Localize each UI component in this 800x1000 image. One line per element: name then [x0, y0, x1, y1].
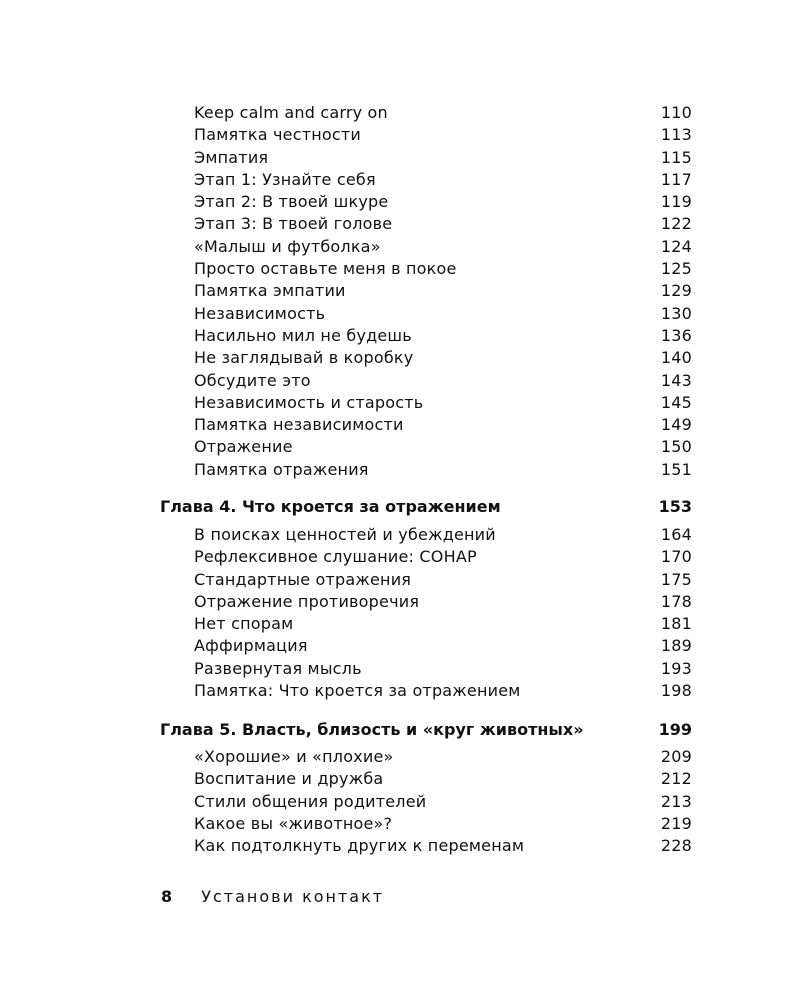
entry-title: Развернутая мысль	[194, 658, 362, 678]
entry-title: Памятка: Что кроется за отражением	[194, 681, 521, 701]
entry-title: Независимость	[194, 303, 326, 323]
toc-entry	[194, 213, 692, 235]
entry-page: 110	[660, 103, 692, 122]
toc-entry	[194, 236, 692, 258]
toc-entry	[194, 546, 692, 568]
toc-entry	[194, 303, 692, 325]
chapter-page: 199	[658, 720, 692, 739]
entry-page: 228	[660, 836, 692, 856]
toc-entry	[194, 835, 692, 857]
entry-title: «Хорошие» и «плохие»	[194, 747, 394, 766]
toc-entry	[194, 768, 692, 790]
entry-page: 115	[660, 147, 692, 167]
page-footer	[161, 886, 384, 908]
toc-entry	[194, 169, 692, 191]
entry-title: Keep calm and carry on	[194, 103, 388, 122]
entry-page: 175	[660, 569, 692, 589]
entry-title: Воспитание и дружба	[194, 769, 384, 789]
entry-title: Памятка отражения	[194, 459, 369, 479]
entry-page: 213	[660, 791, 692, 811]
toc-entry	[194, 258, 692, 280]
entry-page: 178	[660, 591, 692, 611]
entry-page: 209	[660, 747, 692, 766]
entry-title: Отражение	[194, 437, 293, 457]
entry-page: 125	[660, 259, 692, 279]
entry-title: Этап 2: В твоей шкуре	[194, 192, 389, 212]
entry-title: В поисках ценностей и убеждений	[194, 525, 496, 544]
toc-entry	[194, 524, 692, 546]
entry-page: 124	[660, 236, 692, 256]
entry-title: Отражение противоречия	[194, 591, 420, 611]
entry-title: Памятка эмпатии	[194, 281, 346, 301]
entry-title: Аффирмация	[194, 636, 308, 656]
entry-title: Стили общения родителей	[194, 791, 427, 811]
entry-title: Этап 3: В твоей голове	[194, 214, 393, 234]
toc-entry	[194, 370, 692, 392]
toc-entry	[194, 613, 692, 635]
entry-page: 113	[660, 125, 692, 145]
toc-entry	[194, 680, 692, 702]
entry-page: 164	[660, 525, 692, 544]
entry-page: 149	[660, 415, 692, 435]
entry-page: 119	[660, 192, 692, 212]
chapter-title: Глава 5. Власть, близость и «круг животных»	[160, 720, 584, 739]
chapter-heading	[160, 496, 692, 518]
entry-title: Этап 1: Узнайте себя	[194, 169, 376, 189]
toc-entry	[194, 124, 692, 146]
toc-entry	[194, 325, 692, 347]
page-number: 8	[161, 887, 173, 906]
toc-entry	[194, 591, 692, 613]
entry-page: 193	[660, 658, 692, 678]
toc-entry	[194, 658, 692, 680]
chapter-heading	[160, 719, 692, 741]
entry-title: Памятка независимости	[194, 415, 404, 435]
entry-page: 130	[660, 303, 692, 323]
toc-entry	[194, 414, 692, 436]
entry-title: Обсудите это	[194, 370, 311, 390]
entry-title: Нет спорам	[194, 614, 294, 634]
toc-entry	[194, 746, 692, 768]
entry-title: Просто оставьте меня в покое	[194, 259, 457, 279]
toc-entry	[194, 436, 692, 458]
toc-block-1	[194, 102, 692, 481]
entry-page: 181	[660, 614, 692, 634]
entry-title: Эмпатия	[194, 147, 269, 167]
entry-page: 136	[660, 325, 692, 345]
toc-entry	[194, 347, 692, 369]
toc-entry	[194, 147, 692, 169]
toc-entry	[194, 459, 692, 481]
toc-entry	[194, 635, 692, 657]
entry-page: 143	[660, 370, 692, 390]
toc-entry	[194, 791, 692, 813]
entry-page: 151	[660, 459, 692, 479]
toc-entry	[194, 191, 692, 213]
entry-page: 129	[660, 281, 692, 301]
entry-page: 198	[660, 681, 692, 701]
entry-page: 212	[660, 769, 692, 789]
entry-page: 140	[660, 348, 692, 368]
entry-title: Как подтолкнуть других к переменам	[194, 836, 525, 856]
toc-entry	[194, 813, 692, 835]
toc-block-2	[194, 524, 692, 702]
chapter-page: 153	[658, 497, 692, 516]
entry-title: Не заглядывай в коробку	[194, 348, 414, 368]
entry-title: Какое вы «животное»?	[194, 813, 393, 833]
entry-title: Независимость и старость	[194, 392, 424, 412]
running-title: Установи контакт	[201, 887, 385, 906]
entry-title: «Малыш и футболка»	[194, 236, 381, 256]
entry-page: 117	[660, 169, 692, 189]
entry-title: Рефлексивное слушание: СОНАР	[194, 547, 477, 567]
toc-entry	[194, 569, 692, 591]
entry-title: Стандартные отражения	[194, 569, 412, 589]
toc-entry	[194, 102, 692, 124]
toc-block-3	[194, 746, 692, 857]
entry-page: 170	[660, 547, 692, 567]
entry-title: Насильно мил не будешь	[194, 325, 412, 345]
chapter-title: Глава 4. Что кроется за отражением	[160, 497, 501, 516]
entry-page: 145	[660, 392, 692, 412]
entry-page: 189	[660, 636, 692, 656]
entry-page: 122	[660, 214, 692, 234]
toc-entry	[194, 392, 692, 414]
toc-entry	[194, 280, 692, 302]
entry-page: 219	[660, 813, 692, 833]
entry-page: 150	[660, 437, 692, 457]
entry-title: Памятка честности	[194, 125, 361, 145]
